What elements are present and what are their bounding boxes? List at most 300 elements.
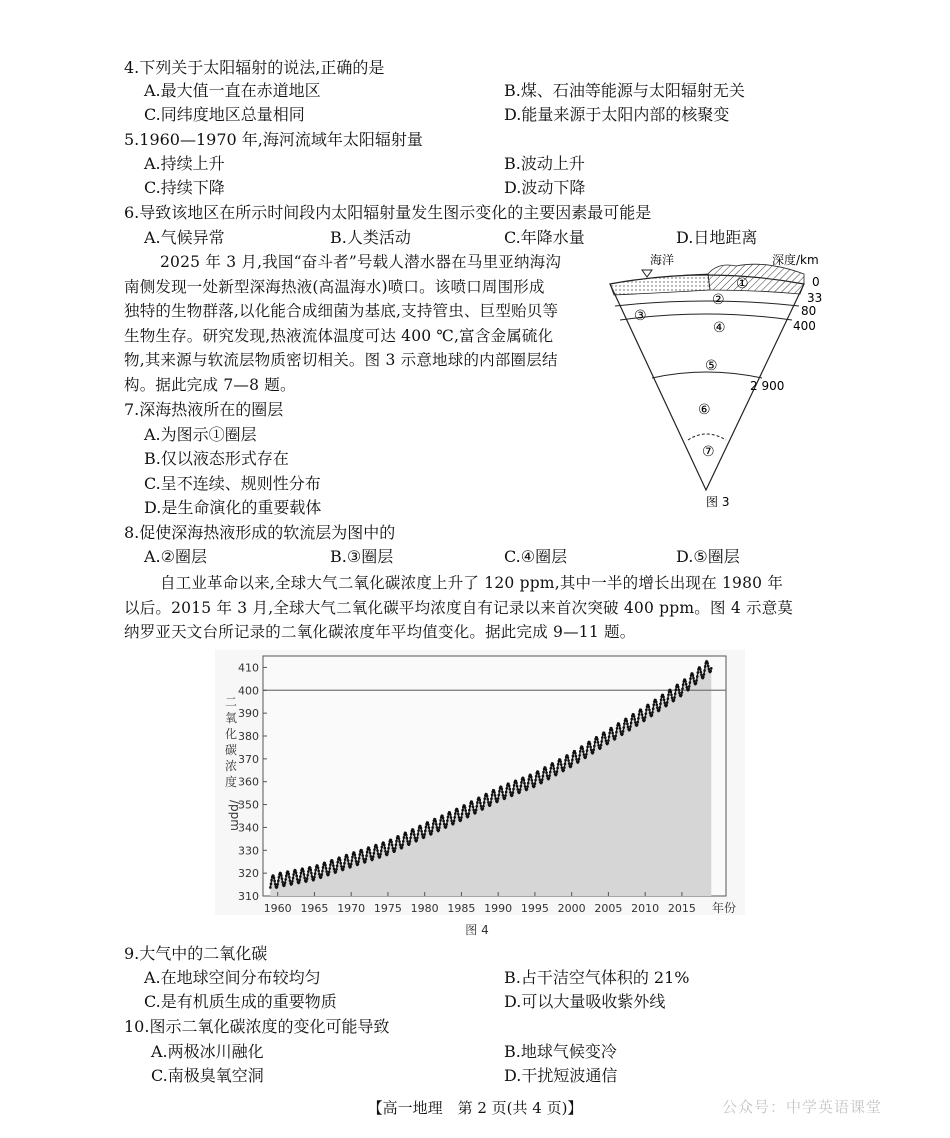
co2-data-point bbox=[327, 873, 330, 876]
co2-data-point bbox=[434, 820, 437, 823]
q8-option-c: C.④圈层 bbox=[504, 547, 568, 566]
co2-data-point bbox=[376, 849, 379, 852]
co2-data-point bbox=[309, 869, 312, 872]
co2-data-point bbox=[623, 722, 626, 725]
co2-data-point bbox=[550, 767, 553, 770]
y-axis-label-char: 二 bbox=[224, 695, 238, 709]
co2-data-point bbox=[641, 716, 644, 719]
co2-data-point bbox=[667, 697, 670, 700]
co2-data-point bbox=[436, 826, 439, 829]
co2-data-point bbox=[603, 733, 606, 736]
co2-data-point bbox=[512, 788, 515, 791]
co2-data-point bbox=[697, 671, 700, 674]
co2-data-point bbox=[501, 791, 504, 794]
co2-data-point bbox=[539, 778, 542, 781]
co2-data-point bbox=[490, 801, 493, 804]
co2-data-point bbox=[302, 870, 305, 873]
co2-data-point bbox=[383, 844, 386, 847]
co2-data-point bbox=[343, 865, 346, 868]
x-tick-label: 2000 bbox=[557, 902, 586, 915]
co2-data-point bbox=[700, 674, 703, 677]
co2-data-point bbox=[280, 874, 283, 877]
co2-data-point bbox=[681, 687, 684, 690]
co2-data-point bbox=[616, 727, 619, 730]
co2-data-point bbox=[409, 836, 412, 839]
co2-data-point bbox=[401, 844, 404, 847]
co2-data-point bbox=[344, 858, 347, 861]
co2-data-point bbox=[402, 840, 405, 843]
layer-6-label: ⑥ bbox=[698, 402, 711, 418]
co2-data-point bbox=[269, 886, 272, 889]
co2-data-point bbox=[406, 837, 409, 840]
fig3-ocean-label: 海洋 bbox=[650, 253, 675, 267]
q8-option-a: A.②圈层 bbox=[144, 547, 207, 566]
co2-data-point bbox=[546, 774, 549, 777]
co2-data-point bbox=[421, 833, 424, 836]
co2-data-point bbox=[428, 826, 431, 829]
co2-data-point bbox=[526, 785, 529, 788]
co2-data-point bbox=[453, 820, 456, 823]
co2-data-point bbox=[592, 751, 595, 754]
co2-data-point bbox=[324, 864, 327, 867]
co2-data-point bbox=[567, 756, 570, 759]
co2-data-point bbox=[335, 871, 338, 874]
x-tick-label: 1975 bbox=[373, 902, 402, 915]
co2-data-point bbox=[555, 773, 558, 776]
depth-2900: 2 900 bbox=[750, 379, 785, 393]
co2-data-point bbox=[703, 669, 706, 672]
fig3-caption: 图 3 bbox=[706, 495, 730, 509]
co2-data-point bbox=[321, 870, 324, 873]
co2-data-point bbox=[399, 843, 402, 846]
co2-data-point bbox=[534, 782, 537, 785]
co2-data-point bbox=[313, 876, 316, 879]
co2-data-point bbox=[549, 771, 552, 774]
q9-stem: 9.大气中的二氧化碳 bbox=[124, 944, 268, 963]
co2-data-point bbox=[351, 856, 354, 859]
co2-data-point bbox=[509, 788, 512, 791]
y-axis-label-unit: /ppm bbox=[228, 800, 242, 831]
co2-data-point bbox=[274, 883, 277, 886]
co2-data-point bbox=[594, 741, 597, 744]
layer-3-label: ③ bbox=[634, 308, 647, 324]
co2-data-point bbox=[428, 830, 431, 833]
co2-data-point bbox=[511, 794, 514, 797]
co2-data-point bbox=[662, 696, 665, 699]
y-tick-label: 370 bbox=[238, 752, 259, 766]
y-tick-label: 310 bbox=[238, 890, 259, 903]
co2-data-point bbox=[545, 771, 548, 774]
co2-data-point bbox=[611, 729, 614, 732]
co2-data-point bbox=[680, 694, 683, 697]
co2-data-point bbox=[572, 755, 575, 758]
y-tick-label: 350 bbox=[238, 798, 259, 812]
passage-2 bbox=[124, 571, 834, 645]
co2-data-point bbox=[575, 755, 578, 758]
y-axis-label-char: 浓 bbox=[224, 759, 238, 773]
co2-data-point bbox=[438, 826, 441, 829]
co2-data-point bbox=[582, 750, 585, 753]
co2-data-point bbox=[592, 748, 595, 751]
co2-data-point bbox=[298, 879, 301, 882]
q6-stem: 6.导致该地区在所示时间段内太阳辐射量发生图示变化的主要因素最可能是 bbox=[124, 203, 652, 222]
q10-option-c: C.南极臭氧空洞 bbox=[151, 1066, 264, 1085]
q4-option-a: A.最大值一直在赤道地区 bbox=[144, 81, 321, 100]
co2-data-point bbox=[695, 682, 698, 685]
co2-data-point bbox=[443, 823, 446, 826]
q9-option-b: B.占干洁空气体积的 21% bbox=[504, 968, 690, 987]
co2-data-point bbox=[612, 735, 615, 738]
q10-option-b: B.地球气候变冷 bbox=[504, 1042, 617, 1061]
co2-data-point bbox=[605, 739, 608, 742]
co2-data-point bbox=[693, 680, 696, 683]
co2-data-point bbox=[379, 855, 382, 858]
co2-data-point bbox=[276, 883, 279, 886]
co2-data-point bbox=[487, 801, 490, 804]
co2-data-point bbox=[416, 837, 419, 840]
co2-data-point bbox=[519, 788, 522, 791]
passage-1-line: 生物生存。研究发现,热液流体温度可达 400 ℃,富含金属硫化 bbox=[124, 326, 554, 345]
co2-data-point bbox=[351, 859, 354, 862]
figure-4-co2-chart bbox=[215, 650, 745, 940]
co2-data-point bbox=[447, 816, 450, 819]
co2-data-point bbox=[317, 870, 320, 873]
co2-data-point bbox=[516, 788, 519, 791]
co2-data-point bbox=[686, 686, 689, 689]
fig3-depth-label: 深度/km bbox=[772, 253, 819, 267]
co2-data-point bbox=[695, 679, 698, 682]
co2-data-point bbox=[497, 797, 500, 800]
co2-data-point bbox=[391, 844, 394, 847]
q7-option-c: C.呈不连续、规则性分布 bbox=[144, 474, 321, 493]
co2-data-point bbox=[700, 671, 703, 674]
x-tick-label: 1995 bbox=[520, 902, 549, 915]
q7-stem: 7.深海热液所在的圈层 bbox=[124, 400, 284, 419]
co2-data-point bbox=[342, 868, 345, 871]
co2-data-point bbox=[480, 805, 483, 808]
co2-data-point bbox=[380, 849, 383, 852]
co2-data-point bbox=[350, 863, 353, 866]
co2-data-point bbox=[464, 809, 467, 812]
co2-data-point bbox=[409, 840, 412, 843]
x-tick-label: 1965 bbox=[300, 902, 329, 915]
co2-data-point bbox=[608, 732, 611, 735]
co2-data-point bbox=[648, 706, 651, 709]
co2-data-point bbox=[524, 785, 527, 788]
co2-data-point bbox=[579, 750, 582, 753]
co2-data-point bbox=[629, 728, 632, 731]
co2-data-point bbox=[305, 880, 308, 883]
co2-data-point bbox=[395, 840, 398, 843]
co2-data-point bbox=[584, 756, 587, 759]
co2-data-point bbox=[577, 760, 580, 763]
co2-data-point bbox=[570, 762, 573, 765]
co2-data-point bbox=[364, 860, 367, 863]
q4-option-b: B.煤、石油等能源与太阳辐射无关 bbox=[504, 81, 745, 100]
co2-data-point bbox=[498, 790, 501, 793]
co2-data-point bbox=[531, 779, 534, 782]
co2-data-point bbox=[369, 852, 372, 855]
co2-data-point bbox=[298, 881, 301, 884]
q5-stem: 5.1960—1970 年,海河流域年太阳辐射量 bbox=[124, 130, 423, 149]
co2-data-point bbox=[288, 876, 291, 879]
co2-data-point bbox=[295, 875, 298, 878]
co2-data-point bbox=[318, 873, 321, 876]
co2-data-point bbox=[452, 822, 455, 825]
co2-data-point bbox=[633, 715, 636, 718]
co2-data-point bbox=[575, 758, 578, 761]
co2-data-point bbox=[366, 851, 369, 854]
co2-data-point bbox=[621, 733, 624, 736]
co2-data-point bbox=[336, 861, 339, 864]
co2-data-point bbox=[663, 698, 666, 701]
co2-data-point bbox=[464, 806, 467, 809]
co2-data-point bbox=[497, 794, 500, 797]
co2-data-point bbox=[460, 816, 463, 819]
co2-data-point bbox=[445, 825, 448, 828]
q6-option-b: B.人类活动 bbox=[330, 228, 411, 247]
co2-data-point bbox=[545, 768, 548, 771]
co2-data-point bbox=[442, 817, 445, 820]
co2-data-point bbox=[317, 867, 320, 870]
co2-data-point bbox=[531, 782, 534, 785]
co2-data-point bbox=[270, 879, 273, 882]
co2-data-point bbox=[556, 767, 559, 770]
x-tick-label: 2005 bbox=[594, 902, 623, 915]
q9-option-a: A.在地球空间分布较均匀 bbox=[144, 968, 321, 987]
passage-1-line: 2025 年 3 月,我国“奋斗者”号载人潜水器在马里亚纳海沟 bbox=[160, 253, 562, 271]
y-axis-label-char: 氧 bbox=[224, 711, 238, 725]
co2-data-point bbox=[362, 854, 365, 857]
q5-option-d: D.波动下降 bbox=[504, 178, 586, 197]
co2-data-point bbox=[287, 873, 290, 876]
co2-data-point bbox=[369, 855, 372, 858]
co2-data-point bbox=[284, 878, 287, 881]
co2-data-point bbox=[393, 850, 396, 853]
co2-data-point bbox=[456, 810, 459, 813]
co2-data-point bbox=[597, 744, 600, 747]
co2-data-point bbox=[461, 809, 464, 812]
co2-data-point bbox=[357, 863, 360, 866]
x-axis-label: 年份 bbox=[711, 901, 737, 915]
co2-data-point bbox=[332, 864, 335, 867]
co2-data-point bbox=[347, 859, 350, 862]
co2-data-point bbox=[273, 876, 276, 879]
co2-data-point bbox=[439, 823, 442, 826]
co2-data-point bbox=[527, 778, 530, 781]
co2-data-point bbox=[504, 794, 507, 797]
co2-data-point bbox=[570, 765, 573, 768]
co2-data-point bbox=[412, 830, 415, 833]
co2-data-point bbox=[494, 797, 497, 800]
co2-data-point bbox=[552, 764, 555, 767]
co2-data-point bbox=[417, 829, 420, 832]
co2-data-point bbox=[277, 880, 280, 883]
co2-data-point bbox=[467, 815, 470, 818]
co2-data-point bbox=[343, 862, 346, 865]
co2-data-point bbox=[469, 805, 472, 808]
co2-data-point bbox=[564, 759, 567, 762]
co2-data-point bbox=[523, 782, 526, 785]
q9-option-c: C.是有机质生成的重要物质 bbox=[144, 992, 337, 1011]
co2-data-point bbox=[568, 762, 571, 765]
co2-data-point bbox=[395, 843, 398, 846]
co2-data-point bbox=[486, 798, 489, 801]
x-tick-label: 1985 bbox=[447, 902, 476, 915]
co2-data-point bbox=[368, 849, 371, 852]
co2-data-point bbox=[328, 867, 331, 870]
co2-data-point bbox=[340, 865, 343, 868]
co2-data-point bbox=[384, 850, 387, 853]
co2-data-point bbox=[534, 779, 537, 782]
co2-data-point bbox=[681, 691, 684, 694]
co2-data-point bbox=[540, 781, 543, 784]
co2-data-point bbox=[392, 847, 395, 850]
co2-data-point bbox=[449, 813, 452, 816]
co2-data-point bbox=[420, 830, 423, 833]
co2-data-point bbox=[670, 693, 673, 696]
co2-data-point bbox=[561, 766, 564, 769]
co2-data-point bbox=[439, 819, 442, 822]
co2-data-point bbox=[535, 775, 538, 778]
co2-data-point bbox=[325, 870, 328, 873]
co2-data-point bbox=[562, 769, 565, 772]
co2-data-point bbox=[618, 724, 621, 727]
co2-data-point bbox=[678, 692, 681, 695]
co2-data-point bbox=[659, 702, 662, 705]
co2-data-point bbox=[276, 885, 279, 888]
co2-data-point bbox=[557, 763, 560, 766]
co2-data-point bbox=[296, 878, 299, 881]
co2-data-point bbox=[425, 826, 428, 829]
co2-data-point bbox=[586, 749, 589, 752]
co2-data-point bbox=[306, 874, 309, 877]
sea-level-marker-icon bbox=[642, 270, 652, 277]
co2-data-point bbox=[387, 851, 390, 854]
co2-data-point bbox=[373, 848, 376, 851]
co2-data-point bbox=[471, 802, 474, 805]
co2-data-point bbox=[699, 668, 702, 671]
q5-option-a: A.持续上升 bbox=[144, 154, 225, 173]
co2-data-point bbox=[479, 802, 482, 805]
co2-data-point bbox=[284, 882, 287, 885]
co2-data-point bbox=[578, 758, 581, 761]
co2-data-point bbox=[347, 862, 350, 865]
co2-data-point bbox=[281, 877, 284, 880]
fig4-caption: 图 4 bbox=[465, 923, 489, 937]
co2-data-point bbox=[656, 707, 659, 710]
co2-data-point bbox=[533, 785, 536, 788]
depth-0: 0 bbox=[812, 275, 820, 289]
co2-data-point bbox=[415, 839, 418, 842]
co2-data-point bbox=[405, 834, 408, 837]
co2-data-point bbox=[692, 677, 695, 680]
co2-data-point bbox=[379, 853, 382, 856]
co2-data-point bbox=[358, 857, 361, 860]
co2-data-point bbox=[423, 833, 426, 836]
co2-data-point bbox=[523, 779, 526, 782]
co2-data-point bbox=[516, 785, 519, 788]
co2-data-point bbox=[313, 878, 316, 881]
co2-data-point bbox=[601, 736, 604, 739]
co2-data-point bbox=[371, 858, 374, 861]
co2-data-point bbox=[388, 843, 391, 846]
co2-data-point bbox=[307, 870, 310, 873]
co2-data-point bbox=[325, 867, 328, 870]
co2-data-point bbox=[652, 703, 655, 706]
co2-data-point bbox=[362, 857, 365, 860]
co2-data-point bbox=[586, 745, 589, 748]
y-axis-label-char: 化 bbox=[224, 727, 238, 741]
crust-continent bbox=[708, 264, 804, 294]
co2-data-point bbox=[651, 714, 654, 717]
co2-data-point bbox=[538, 775, 541, 778]
co2-data-point bbox=[361, 851, 364, 854]
co2-data-point bbox=[502, 794, 505, 797]
q4-option-d: D.能量来源于太阳内部的核聚变 bbox=[504, 105, 730, 124]
co2-data-point bbox=[496, 800, 499, 803]
co2-data-point bbox=[390, 841, 393, 844]
co2-data-point bbox=[682, 683, 685, 686]
co2-data-point bbox=[581, 747, 584, 750]
co2-data-point bbox=[377, 853, 380, 856]
co2-data-point bbox=[339, 859, 342, 862]
co2-data-point bbox=[518, 791, 521, 794]
co2-data-point bbox=[414, 837, 417, 840]
co2-data-point bbox=[476, 801, 479, 804]
co2-data-point bbox=[667, 694, 670, 697]
co2-data-point bbox=[677, 686, 680, 689]
co2-data-point bbox=[365, 858, 368, 861]
co2-data-point bbox=[310, 872, 313, 875]
passage-2-line: 纳罗亚天文台所记录的二氧化碳浓度年平均值变化。据此完成 9—11 题。 bbox=[124, 623, 636, 641]
co2-data-point bbox=[560, 763, 563, 766]
co2-data-point bbox=[413, 833, 416, 836]
q10-stem: 10.图示二氧化碳浓度的变化可能导致 bbox=[124, 1017, 390, 1036]
co2-data-point bbox=[454, 812, 457, 815]
co2-data-point bbox=[468, 809, 471, 812]
co2-data-point bbox=[520, 785, 523, 788]
co2-data-point bbox=[299, 875, 302, 878]
co2-data-point bbox=[703, 673, 706, 676]
y-tick-label: 400 bbox=[238, 684, 259, 698]
co2-data-point bbox=[619, 730, 622, 733]
co2-data-point bbox=[424, 830, 427, 833]
co2-data-point bbox=[630, 722, 633, 725]
co2-data-point bbox=[475, 809, 478, 812]
co2-data-point bbox=[651, 711, 654, 714]
co2-data-point bbox=[644, 716, 647, 719]
co2-data-point bbox=[600, 744, 603, 747]
co2-data-point bbox=[446, 819, 449, 822]
y-tick-label: 390 bbox=[238, 707, 259, 721]
co2-data-point bbox=[607, 742, 610, 745]
co2-data-point bbox=[553, 770, 556, 773]
y-axis-label-char: 度 bbox=[224, 775, 238, 789]
co2-data-point bbox=[489, 804, 492, 807]
co2-data-point bbox=[494, 794, 497, 797]
co2-data-point bbox=[501, 788, 504, 791]
co2-data-point bbox=[311, 875, 314, 878]
co2-data-point bbox=[636, 723, 639, 726]
co2-data-point bbox=[696, 675, 699, 678]
co2-data-point bbox=[387, 847, 390, 850]
co2-data-point bbox=[320, 873, 323, 876]
co2-data-point bbox=[505, 787, 508, 790]
co2-data-point bbox=[548, 777, 551, 780]
co2-data-point bbox=[643, 719, 646, 722]
q5-option-c: C.持续下降 bbox=[144, 178, 225, 197]
